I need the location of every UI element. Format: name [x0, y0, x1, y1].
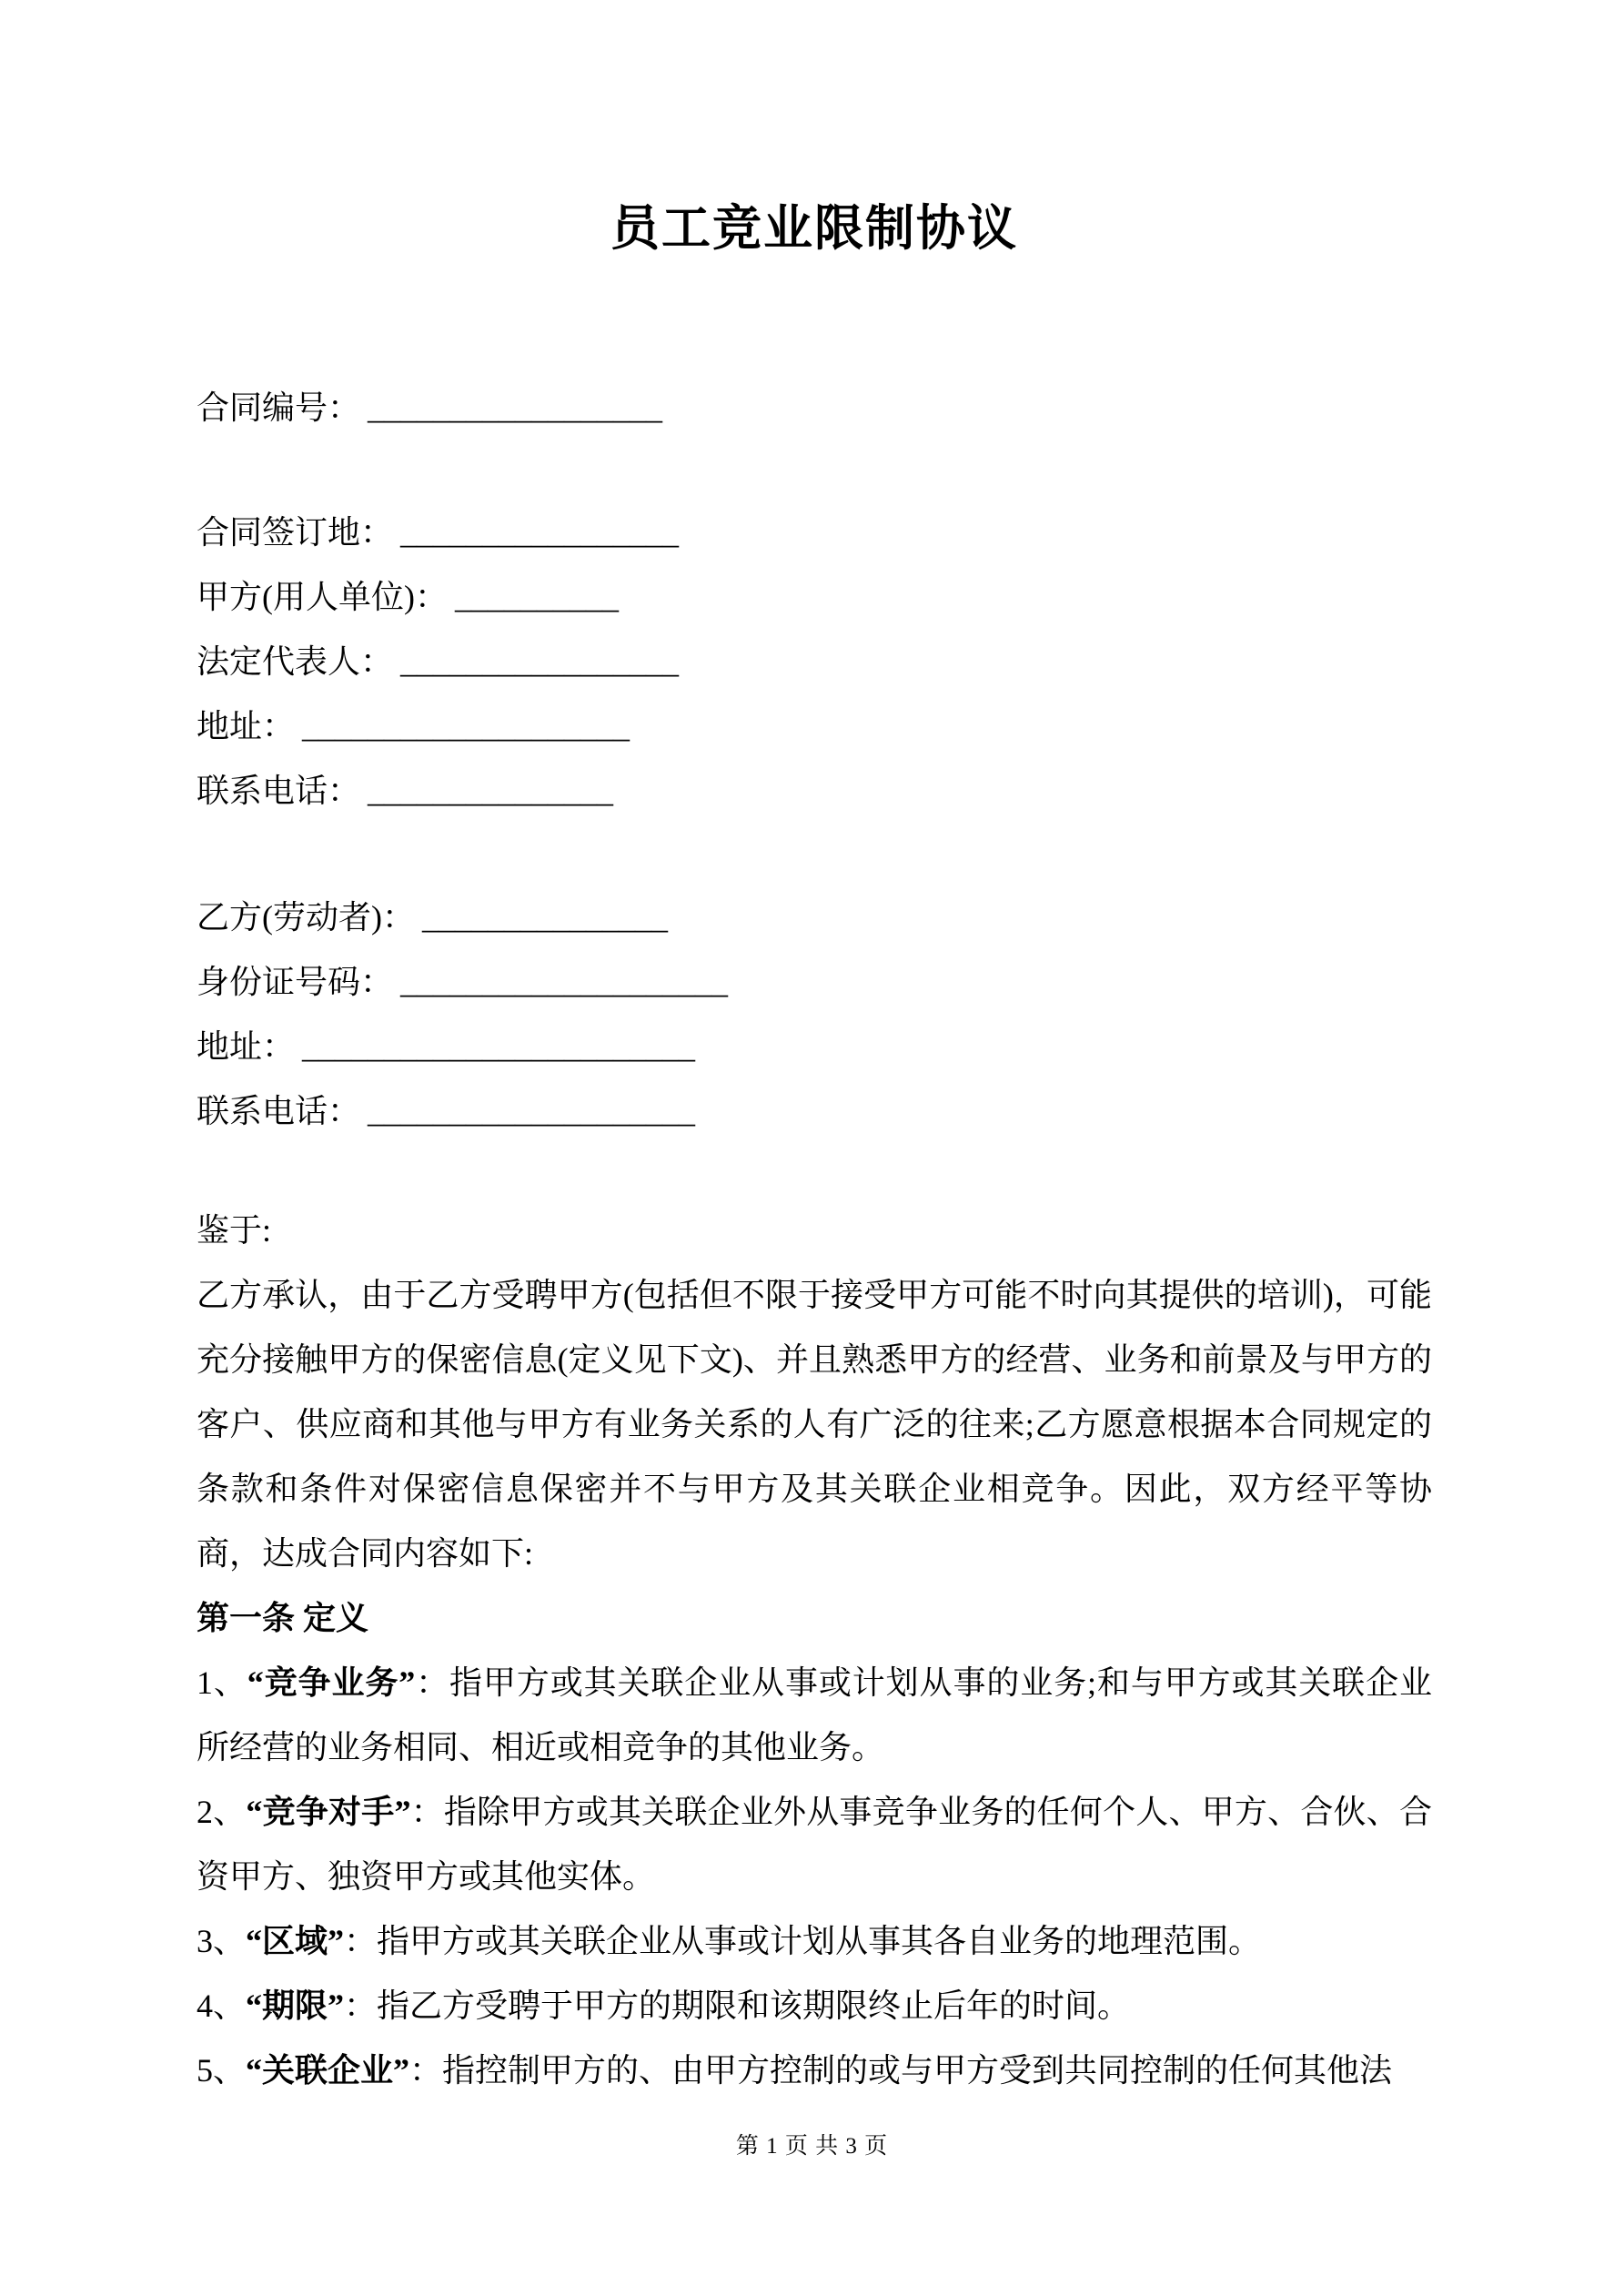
field-label-address-b: 地址： — [197, 1028, 296, 1065]
clause-number: 1、 — [197, 1664, 247, 1701]
field-row-phone-a — [197, 759, 1432, 824]
clause-number: 3、 — [197, 1923, 247, 1959]
clause-number: 4、 — [197, 1988, 247, 2024]
page-number-footer: 第 1 页 共 3 页 — [735, 2134, 889, 2159]
article-1-heading: 第一条 定义 — [197, 1600, 369, 1636]
preamble-section — [197, 1199, 1432, 2103]
clause-term: “关联企业” — [246, 2052, 410, 2089]
field-row-party-a — [197, 565, 1432, 630]
doc-title: 员工竞业限制协议 — [610, 201, 1018, 256]
field-row-contract-no — [197, 376, 1432, 440]
field-label-id-number: 身份证号码： — [197, 964, 394, 1000]
field-blank-contract-no: __________________ — [368, 389, 663, 426]
field-label-address-a: 地址： — [197, 708, 296, 744]
field-row-address-b — [197, 1015, 1432, 1079]
clause-number: 5、 — [197, 2052, 247, 2089]
field-label-contract-no: 合同编号： — [197, 389, 361, 426]
field-row-phone-b — [197, 1079, 1432, 1144]
clause-text: ：指甲方或其关联企业从事或计划从事的业务;和与甲方或其关联企业所经营的业务相同、相近或相竞争的其他业务。 — [197, 1664, 1432, 1765]
clause-item-2 — [197, 1780, 1432, 1909]
field-blank-phone-b: ____________________ — [368, 1093, 696, 1129]
clause-item-5 — [197, 2038, 1432, 2103]
clause-text: ：指除甲方或其关联企业外从事竞争业务的任何个人、甲方、合伙、合资甲方、独资甲方或其他实体。 — [197, 1794, 1432, 1895]
field-blank-legal-rep: _________________ — [400, 643, 680, 680]
field-label-party-a: 甲方(用人单位)： — [197, 579, 448, 615]
field-blank-party-b: _______________ — [421, 899, 668, 936]
field-blank-party-a: __________ — [454, 579, 619, 615]
clause-text: ：指控制甲方的、由甲方控制的或与甲方受到共同控制的任何其他法 — [409, 2052, 1393, 2089]
field-row-legal-rep — [197, 630, 1432, 694]
clause-text: ：指甲方或其关联企业从事或计划从事其各自业务的地理范围。 — [344, 1923, 1262, 1959]
whereas-label: 鉴于: — [197, 1212, 272, 1249]
party-b-block — [197, 885, 1432, 1144]
field-blank-address-b: ________________________ — [302, 1028, 696, 1065]
field-blank-phone-a: _______________ — [368, 773, 614, 809]
field-blank-address-a: ____________________ — [302, 708, 630, 744]
field-blank-id-number: ____________________ — [400, 964, 729, 1000]
clause-number: 2、 — [197, 1794, 247, 1830]
clause-item-3 — [197, 1909, 1432, 1974]
party-a-block — [197, 501, 1432, 824]
field-label-phone-a: 联系电话： — [197, 773, 361, 809]
preamble-paragraph: 乙方承认，由于乙方受聘甲方(包括但不限于接受甲方可能不时向其提供的培训)，可能充分接触甲方的保密信息(定义见下文)、并且熟悉甲方的经营、业务和前景及与甲方的客户、供应商和其他与甲方有业务关系的人有广泛的往来;乙方愿意根据本合同规定的条款和条件对保密信息保密并不与甲方及其关联企业相竞争。因此，双方经平等协商，达成合同内容如下: — [197, 1277, 1432, 1572]
clause-text: ：指乙方受聘于甲方的期限和该期限终止后年的时间。 — [344, 1988, 1131, 2024]
field-label-legal-rep: 法定代表人： — [197, 643, 394, 680]
clause-term: “区域” — [246, 1923, 345, 1959]
field-label-party-b: 乙方(劳动者)： — [197, 899, 415, 936]
clause-item-1 — [197, 1651, 1432, 1780]
field-row-id-number — [197, 950, 1432, 1015]
clause-item-4 — [197, 1974, 1432, 2038]
clause-term: “竞争业务” — [247, 1664, 416, 1701]
clause-term: “期限” — [246, 1988, 345, 2024]
clause-term: “竞争对手” — [246, 1794, 411, 1830]
field-row-address-a — [197, 694, 1432, 759]
field-label-sign-place: 合同签订地： — [197, 514, 394, 551]
field-blank-sign-place: _________________ — [400, 514, 680, 551]
field-row-sign-place — [197, 501, 1432, 565]
field-row-party-b — [197, 885, 1432, 950]
field-label-phone-b: 联系电话： — [197, 1093, 361, 1129]
